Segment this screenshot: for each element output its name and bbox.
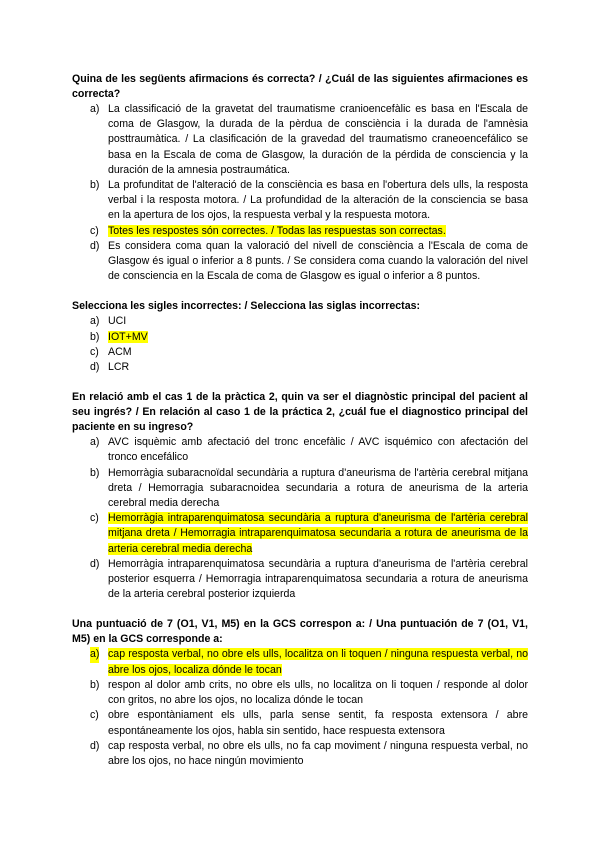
option-label: a) bbox=[90, 103, 100, 115]
option-text-highlighted: Totes les respostes són correctes. / Todas las respuestas son correctas. bbox=[108, 224, 446, 237]
question-block-4 bbox=[72, 617, 528, 769]
question-block-2 bbox=[72, 299, 528, 375]
option-text: LCR bbox=[108, 361, 130, 374]
option-label: a) bbox=[90, 647, 99, 662]
question-block-1 bbox=[72, 72, 528, 284]
option-item bbox=[72, 435, 528, 465]
option-label: c) bbox=[90, 709, 99, 722]
option-text: ACM bbox=[108, 345, 132, 358]
option-text: respon al dolor amb crits, no obre els ulls, no localitza on li toquen / responde al dolor con gritos, no abre los ojos, no localiza dónde le tocan bbox=[108, 678, 528, 707]
option-label: d) bbox=[90, 739, 100, 752]
option-item bbox=[72, 345, 528, 360]
option-text: Hemorràgia subaracnoïdal secundària a ruptura d'aneurisma de l'artèria cerebral mitjana dreta / Hemorragia subaracnoidea secundaria a rotura de aneurisma de la arteria cerebral media derecha bbox=[108, 466, 528, 510]
option-text: AVC isquèmic amb afectació del tronc encefàlic / AVC isquémico con afectación del tronco encefálico bbox=[108, 436, 528, 464]
option-item bbox=[72, 708, 528, 738]
option-text: cap resposta verbal, no obre els ulls, no fa cap moviment / ninguna respuesta verbal, no abre los ojos, no hace ningún movimiento bbox=[108, 739, 528, 767]
option-text-highlighted: cap resposta verbal, no obre els ulls, localitza on li toquen / ninguna respuesta verbal, no abre los ojos, localiza dónde le tocan bbox=[108, 648, 528, 676]
question-block-3 bbox=[72, 390, 528, 602]
option-label: a) bbox=[90, 436, 100, 449]
option-item bbox=[72, 557, 528, 603]
option-label: d) bbox=[90, 557, 100, 570]
option-text: Es considera coma quan la valoració del nivell de consciència a l'Escala de coma de Glasgow és igual o inferior a 8 punts. / Se considera coma cuando la valoración del nivel de consciencia en la Escala de coma de Glasgow es igual o inferior a 8 puntos. bbox=[108, 239, 528, 283]
option-list bbox=[72, 435, 528, 602]
option-item bbox=[72, 330, 528, 345]
option-item bbox=[72, 739, 528, 769]
option-item bbox=[72, 466, 528, 512]
option-item bbox=[72, 647, 528, 677]
option-label: b) bbox=[90, 466, 100, 479]
option-text: La profunditat de l'alteració de la consciència es basa en l'obertura dels ulls, la resposta verbal i la resposta motora. / La profundidad de la alteración de la consciencia se basa en la apertura de los ojos, la respuesta verbal y la respuesta motora. bbox=[108, 179, 528, 222]
question-text: En relació amb el cas 1 de la pràctica 2, quin va ser el diagnòstic principal del pacient al seu ingrés? / En relación al caso 1 de la práctica 2, ¿cuál fue el diagnostico principal del paciente en su ingreso? bbox=[72, 391, 528, 434]
option-label: d) bbox=[90, 239, 100, 252]
document-page bbox=[72, 72, 528, 769]
option-text: Hemorràgia intraparenquimatosa secundària a ruptura d'aneurisma de l'artèria cerebral posterior esquerra / Hemorragia intraparenquimatosa secundaria a rotura de aneurisma de la arteria cerebral posterior izquierda bbox=[108, 557, 528, 601]
option-item bbox=[72, 511, 528, 557]
option-list bbox=[72, 102, 528, 284]
option-label: b) bbox=[90, 330, 100, 343]
option-label: b) bbox=[90, 179, 100, 192]
question-text: Quina de les següents afirmacions és correcta? / ¿Cuál de las siguientes afirmaciones es correcta? bbox=[72, 73, 528, 100]
question-text: Una puntuació de 7 (O1, V1, M5) en la GCS correspon a: / Una puntuación de 7 (O1, V1, M5) en la GCS corresponde a: bbox=[72, 618, 528, 646]
option-item bbox=[72, 224, 528, 239]
question-text: Selecciona les sigles incorrectes: / Selecciona las siglas incorrectas: bbox=[72, 300, 421, 313]
option-item bbox=[72, 178, 528, 224]
option-label: a) bbox=[90, 315, 100, 328]
option-item bbox=[72, 678, 528, 708]
option-text-highlighted: Hemorràgia intraparenquimatosa secundària a ruptura d'aneurisma de l'artèria cerebral mitjana dreta / Hemorragia intraparenquimatosa secundaria a rotura de aneurisma de la arteria cerebral media derecha bbox=[108, 512, 528, 555]
option-list bbox=[72, 314, 528, 375]
option-label: c) bbox=[90, 224, 99, 237]
option-item bbox=[72, 102, 528, 178]
option-label: d) bbox=[90, 361, 100, 374]
option-text: La classificació de la gravetat del traumatisme cranioencefàlic es basa en l'Escala de coma de Glasgow, la durada de la pèrdua de consciència i la durada de l'amnèsia posttraumàtica. / La clasificación de la gravedad del traumatismo craneoencefálico se basa en la Escala de coma de Glasgow, la duración de la pérdida de consciencia y la duración de la amnesia postraumática. bbox=[108, 103, 528, 176]
option-label: c) bbox=[90, 345, 99, 358]
option-text: UCI bbox=[108, 315, 127, 328]
option-list bbox=[72, 647, 528, 769]
option-item bbox=[72, 239, 528, 285]
option-label: c) bbox=[90, 512, 99, 525]
option-text-highlighted: IOT+MV bbox=[108, 330, 148, 343]
option-item bbox=[72, 314, 528, 329]
option-label: b) bbox=[90, 678, 100, 691]
option-item bbox=[72, 360, 528, 375]
option-text: obre espontàniament els ulls, parla sense sentit, fa resposta extensora / abre espontáneamente los ojos, habla sin sentido, hace respuesta extensora bbox=[108, 709, 528, 737]
